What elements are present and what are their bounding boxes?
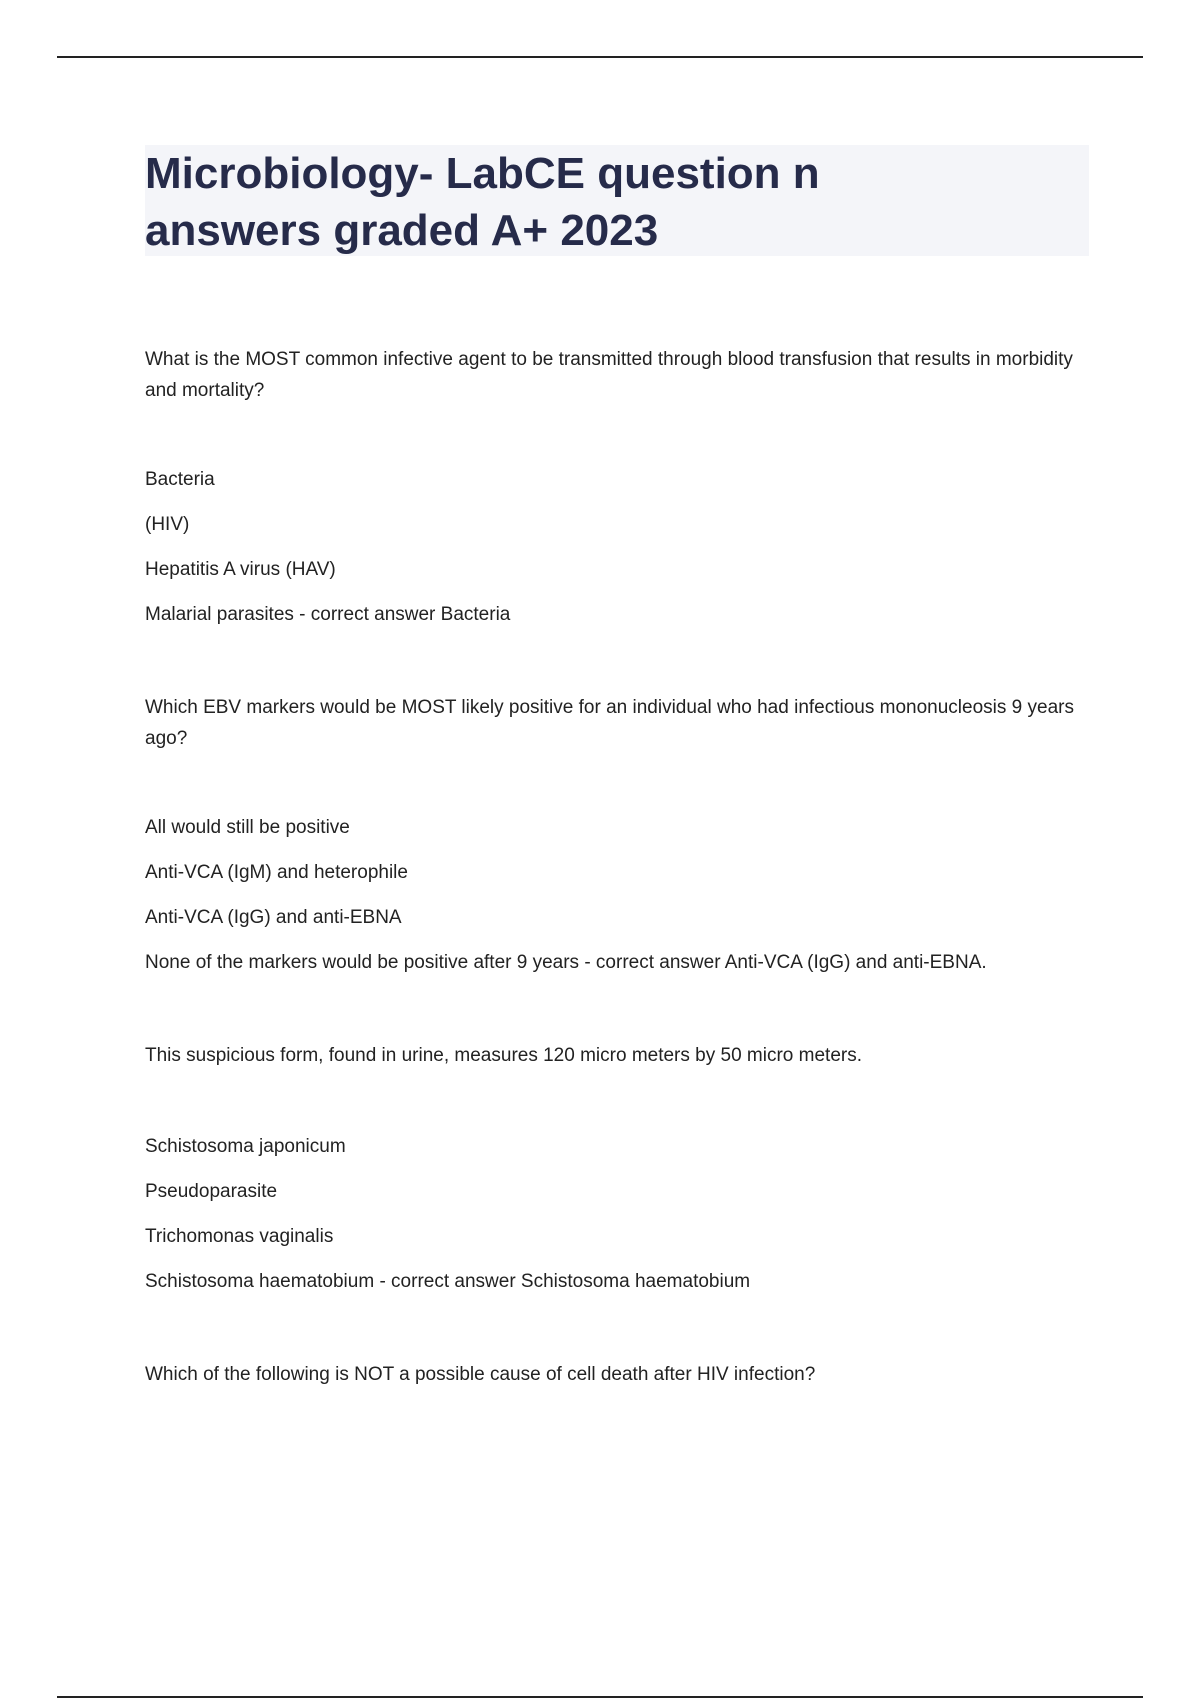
question-block bbox=[145, 692, 1095, 754]
question-block bbox=[145, 344, 1095, 406]
title-box bbox=[145, 145, 1089, 256]
answer-option: Pseudoparasite bbox=[145, 1181, 278, 1202]
answer-option: Anti-VCA (IgM) and heterophile bbox=[145, 862, 408, 883]
question-text: Which of the following is NOT a possible cause of cell death after HIV infection? bbox=[145, 1364, 816, 1385]
answer-options bbox=[145, 1131, 750, 1311]
answer-option: Trichomonas vaginalis bbox=[145, 1226, 334, 1247]
question-text: Which EBV markers would be MOST likely positive for an individual who had infectious mononucleosis 9 years ago? bbox=[145, 697, 1074, 749]
answer-options bbox=[145, 812, 987, 992]
answer-option: All would still be positive bbox=[145, 817, 350, 838]
question-block bbox=[145, 1359, 1095, 1390]
answer-option: (HIV) bbox=[145, 514, 190, 535]
answer-option: Hepatitis A virus (HAV) bbox=[145, 559, 336, 580]
question-text: This suspicious form, found in urine, measures 120 micro meters by 50 micro meters. bbox=[145, 1045, 862, 1066]
answer-option: Anti-VCA (IgG) and anti-EBNA bbox=[145, 907, 402, 928]
answer-option: Schistosoma japonicum bbox=[145, 1136, 346, 1157]
footer-rule bbox=[57, 1696, 1143, 1698]
answer-option: None of the markers would be positive after 9 years - correct answer Anti-VCA (IgG) and anti-EBNA. bbox=[145, 952, 987, 973]
question-block bbox=[145, 1040, 1095, 1071]
answer-option: Schistosoma haematobium - correct answer Schistosoma haematobium bbox=[145, 1271, 751, 1292]
document-title: Microbiology- LabCE question n answers graded A+ 2023 bbox=[145, 149, 820, 255]
header-rule bbox=[57, 56, 1143, 58]
answer-options bbox=[145, 464, 510, 644]
answer-option: Malarial parasites - correct answer Bacteria bbox=[145, 604, 511, 625]
question-text: What is the MOST common infective agent to be transmitted through blood transfusion that results in morbidity and mortality? bbox=[145, 349, 1073, 401]
answer-option: Bacteria bbox=[145, 469, 215, 490]
